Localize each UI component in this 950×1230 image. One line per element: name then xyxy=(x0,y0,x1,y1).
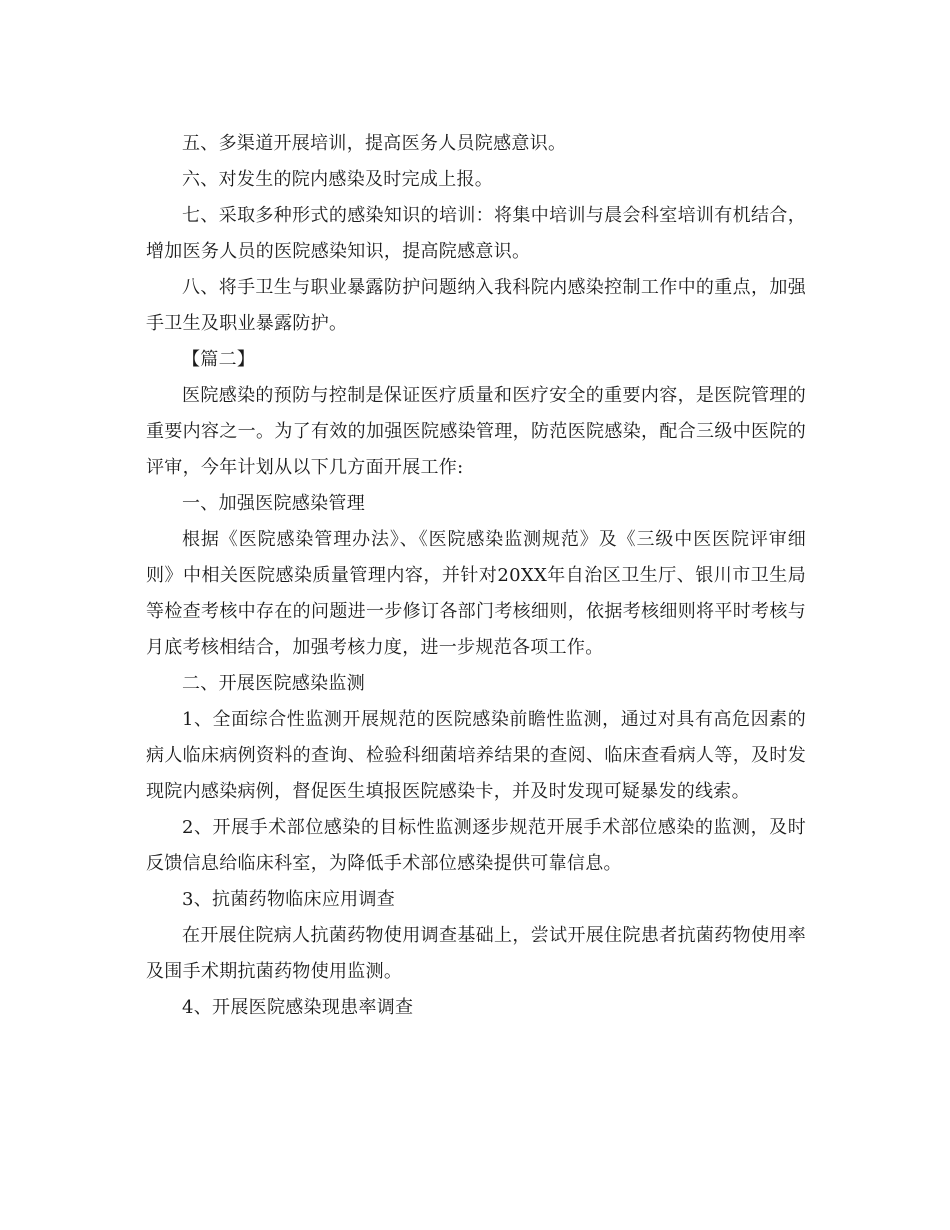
monitoring-item-4-heading: 4、开展医院感染现患率调查 xyxy=(182,997,414,1018)
paragraph-item-8: 八、将手卫生与职业暴露防护问题纳入我科院内感染控制工作中的重点，加强手卫生及职业暴露防护。 xyxy=(146,277,806,334)
heading-strengthen-management: 一、加强医院感染管理 xyxy=(182,493,365,514)
intro-paragraph: 医院感染的预防与控制是保证医疗质量和医疗安全的重要内容，是医院管理的重要内容之一。为了有效的加强医院感染管理，防范医院感染，配合三级中医院的评审，今年计划从以下几方面开展工作: xyxy=(146,385,806,478)
paragraph-item-6: 六、对发生的院内感染及时完成上报。 xyxy=(182,169,494,190)
section-heading-part-two: 【篇二】 xyxy=(182,349,256,370)
heading-infection-monitoring: 二、开展医院感染监测 xyxy=(182,673,365,694)
paragraph-item-7: 七、采取多种形式的感染知识的培训：将集中培训与晨会科室培训有机结合，增加医务人员的医院感染知识，提高院感意识。 xyxy=(146,205,806,262)
monitoring-item-1: 1、全面综合性监测开展规范的医院感染前瞻性监测，通过对具有高危因素的病人临床病例资料的查询、检验科细菌培养结果的查阅、临床查看病人等，及时发现院内感染病例，督促医生填报医院感染卡，并及时发现可疑暴发的线索。 xyxy=(146,709,806,802)
paragraph-item-5: 五、多渠道开展培训，提高医务人员院感意识。 xyxy=(182,133,567,154)
management-paragraph: 根据《医院感染管理办法》、《医院感染监测规范》及《三级中医医院评审细则》中相关医院感染质量管理内容，并针对20XX年自治区卫生厅、银川市卫生局等检查考核中存在的问题进一步修订各部门考核细则，依据考核细则将平时考核与月底考核相结合，加强考核力度，进一步规范各项工作。 xyxy=(146,529,806,658)
monitoring-item-2: 2、开展手术部位感染的目标性监测逐步规范开展手术部位感染的监测，及时反馈信息给临床科室，为降低手术部位感染提供可靠信息。 xyxy=(146,817,806,874)
monitoring-item-3-heading: 3、抗菌药物临床应用调查 xyxy=(182,889,396,910)
document-body xyxy=(146,126,806,1026)
monitoring-item-3-body: 在开展住院病人抗菌药物使用调查基础上，尝试开展住院患者抗菌药物使用率及围手术期抗菌药物使用监测。 xyxy=(146,925,806,982)
